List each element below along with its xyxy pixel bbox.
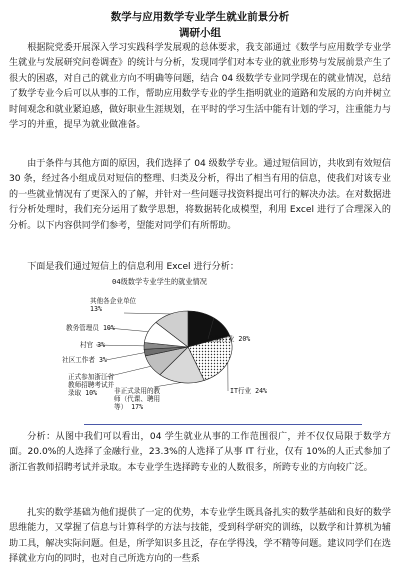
slice-label-line: 金融行业 20%	[208, 335, 251, 343]
slice-label-line: 社区工作者 3%	[62, 356, 107, 364]
paragraph-method: 由于条件与其他方面的原因，我们选择了 04 级数学专业。通过短信回访，共收到有效短信 30 条，经过各小组成员对短信的整理、归类及分析，得出了相当有用的信息，使我们对该专业的一些就业情况有了更深入的了解，并针对一些问题寻找资料提出可行的解决办法。在对数据进行分析处理时，我们充分运用了数学思想，将数据转化成模型，利用 Excel 进行了合理深入的分析。以下内容供同学们参考，望能对同学们有所帮助。	[9, 159, 391, 231]
slice-label-line: 13%	[90, 305, 102, 313]
slice-label-line: 教师招聘考试并	[68, 381, 115, 389]
slice-label-line: 师（代课、聘用	[114, 395, 161, 403]
slice-label	[80, 341, 105, 349]
slice-label	[62, 356, 107, 364]
slice-label	[114, 387, 160, 411]
slice-label-line: 教务管理员 10%	[66, 324, 115, 332]
slice-label-line: 非正式录用的教	[114, 387, 161, 395]
paragraph-chart-lead: 下面是我们通过短信上的信息利用 Excel 进行分析：	[27, 262, 239, 272]
leader-line	[124, 313, 171, 314]
paragraph-advice: 扎实的数学基础为他们提供了一定的优势，本专业学生既具备扎实的数学基础和良好的数学思维能力，又掌握了信息与计算科学的方法与技能，受到科学研究的训练，以数学和计算机为辅助工具，解决实际问题。但是，所学知识多且泛，存在学得浅，学不精等问题。建议同学们在选择就业方向的同时，也对自己所选方向的一些系	[9, 508, 391, 565]
slice-label-line: 其他各企业单位	[90, 297, 137, 305]
slice-label	[68, 373, 114, 397]
paragraph-analysis: 分析：从图中我们可以看出，04 学生就业从事的工作范围很广，并不仅仅局限于数学方面。20.0%的人选择了金融行业，23.3%的人选择了从事 IT 行业，仅有 10%的人正式参加了浙江省教师招聘考试并录取。本专业学生选择跨专业的人数很多，所跨专业的方向较广泛。	[9, 432, 391, 473]
leader-line	[106, 353, 145, 360]
slice-label-line: 等） 17%	[114, 403, 144, 411]
slice-label	[208, 335, 250, 343]
document-title: 数学与应用数学专业学生就业前景分析	[110, 11, 290, 23]
slice-label	[66, 324, 115, 332]
document-subtitle: 调研小组	[179, 27, 221, 39]
employment-pie-chart	[62, 275, 294, 422]
chart-title: 04级数学专业学生的就业情况	[112, 277, 207, 286]
slice-label-line: 录取 10%	[68, 389, 98, 397]
slice-label	[90, 297, 136, 313]
slice-label-line: 村官 3%	[80, 341, 106, 349]
slice-label-line: 正式参加浙江省	[68, 373, 115, 381]
slice-label	[230, 387, 267, 395]
paragraph-intro: 根据院党委开展深入学习实践科学发展观的总体要求，我支部通过《数学与应用数学专业学生就业与发展研究问卷调查》的统计与分析，发现同学们对本专业的就业形势与发展前景产生了很大的困惑，对自己的就业方向不明确等问题，结合 04 级数学专业同学现在的就业情况，总结了数学专业今后可以从事的工作，帮助应用数学专业的学生指明就业的道路和发展的方向并树立时间观念和就业紧迫感，做好职业生涯规划，在平时的学习生活中能有计划的学习，注重能力与学习的并重，提早为就业做准备。	[9, 43, 391, 131]
slice-label-line: IT行业 24%	[230, 387, 268, 395]
divider-line	[84, 424, 362, 425]
